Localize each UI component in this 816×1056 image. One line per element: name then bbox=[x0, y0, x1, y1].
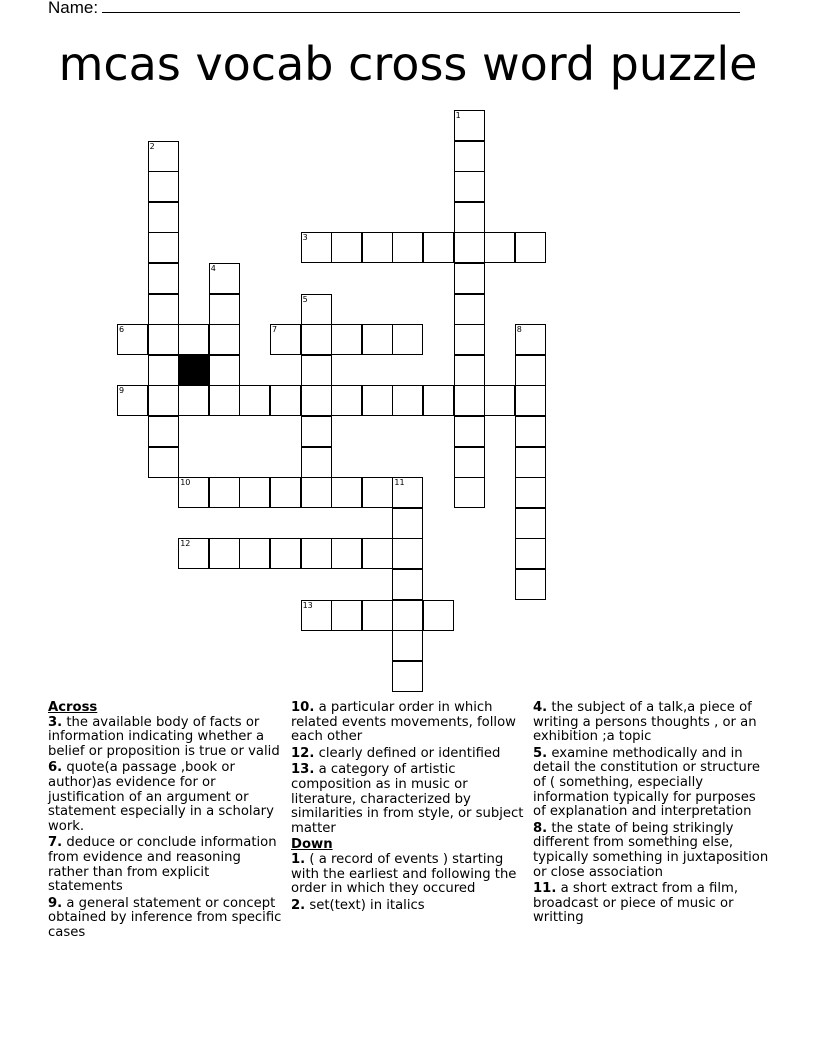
clue-number: 8 bbox=[516, 325, 522, 335]
grid-cell[interactable] bbox=[392, 661, 423, 692]
clues-column-3 bbox=[533, 701, 769, 928]
clue-across-7: 7. deduce or conclude information from evidence and reasoning rather than from explicit statements bbox=[48, 835, 277, 895]
grid-cell[interactable] bbox=[515, 355, 546, 386]
grid-cell[interactable] bbox=[178, 324, 209, 355]
grid-cell[interactable] bbox=[148, 141, 179, 172]
clue-number: 3 bbox=[302, 233, 308, 243]
clue-number: 11 bbox=[394, 478, 405, 488]
clue-across-9: 9. a general statement or concept obtained by inference from specific cases bbox=[48, 895, 282, 940]
grid-cell[interactable] bbox=[515, 569, 546, 600]
grid-cell[interactable] bbox=[331, 600, 362, 631]
grid-cell[interactable] bbox=[423, 232, 454, 263]
grid-cell[interactable] bbox=[331, 538, 362, 569]
grid-cell[interactable] bbox=[392, 630, 423, 661]
grid-cell[interactable] bbox=[148, 232, 179, 263]
grid-cell[interactable] bbox=[178, 477, 209, 508]
grid-cell[interactable] bbox=[301, 600, 332, 631]
grid-cell[interactable] bbox=[392, 538, 423, 569]
grid-cell[interactable] bbox=[362, 477, 393, 508]
grid-cell[interactable] bbox=[454, 477, 485, 508]
grid-cell[interactable] bbox=[148, 202, 179, 233]
grid-cell[interactable] bbox=[148, 416, 179, 447]
grid-cell[interactable] bbox=[148, 263, 179, 294]
grid-cell[interactable] bbox=[515, 477, 546, 508]
grid-cell[interactable] bbox=[515, 232, 546, 263]
grid-cell[interactable] bbox=[331, 385, 362, 416]
grid-cell[interactable] bbox=[362, 385, 393, 416]
clue-number: 4 bbox=[210, 264, 216, 273]
clue-down-5: 5. examine methodically and in detail the constitution or structure of ( something, especially information typically for purposes of explanation and interpretation bbox=[533, 745, 760, 820]
grid-cell[interactable] bbox=[331, 477, 362, 508]
down-heading: Down bbox=[291, 837, 333, 853]
clue-number: 10 bbox=[180, 478, 191, 488]
clue-down-8: 8. the state of being strikingly different from something else, typically something in juxtaposition or close association bbox=[533, 820, 769, 880]
clue-number: 7 bbox=[272, 325, 278, 335]
grid-cell[interactable] bbox=[392, 477, 423, 508]
clue-number: 13 bbox=[302, 600, 313, 610]
across-heading: Across bbox=[48, 700, 98, 715]
grid-cell[interactable] bbox=[301, 447, 332, 478]
grid-cell[interactable] bbox=[515, 416, 546, 447]
clues-column-1 bbox=[48, 701, 282, 943]
grid-cell[interactable] bbox=[178, 538, 209, 569]
grid-cell[interactable] bbox=[454, 263, 485, 294]
grid-cell[interactable] bbox=[148, 385, 179, 416]
grid-cell[interactable] bbox=[209, 324, 240, 355]
grid-cell[interactable] bbox=[239, 477, 270, 508]
page-title: mcas vocab cross word puzzle bbox=[58, 37, 758, 91]
grid-cell[interactable] bbox=[454, 232, 485, 263]
grid-cell[interactable] bbox=[515, 538, 546, 569]
clues-column-2 bbox=[291, 701, 525, 915]
grid-cell[interactable] bbox=[209, 355, 240, 386]
grid-cell[interactable] bbox=[454, 141, 485, 172]
clue-across-6: 6. quote(a passage ,book or author)as evidence for or justification of an argument or statement especially in a scholary work. bbox=[48, 760, 274, 834]
grid-cell[interactable] bbox=[454, 171, 485, 202]
grid-cell[interactable] bbox=[454, 416, 485, 447]
grid-cell[interactable] bbox=[239, 538, 270, 569]
grid-cell[interactable] bbox=[301, 355, 332, 386]
grid-cell[interactable] bbox=[362, 538, 393, 569]
clue-number: 2 bbox=[149, 141, 155, 151]
grid-cell[interactable] bbox=[515, 447, 546, 478]
black-square bbox=[178, 355, 209, 386]
grid-cell[interactable] bbox=[148, 447, 179, 478]
clue-number: 1 bbox=[455, 111, 461, 120]
grid-cell[interactable] bbox=[270, 324, 301, 355]
grid-cell[interactable] bbox=[454, 447, 485, 478]
grid-cell[interactable] bbox=[392, 600, 423, 631]
grid-cell[interactable] bbox=[392, 324, 423, 355]
grid-cell[interactable] bbox=[148, 355, 179, 386]
name-label: Name: bbox=[48, 0, 99, 17]
grid-cell[interactable] bbox=[209, 538, 240, 569]
grid-cell[interactable] bbox=[301, 385, 332, 416]
clue-number: 12 bbox=[180, 539, 191, 549]
grid-cell[interactable] bbox=[454, 324, 485, 355]
grid-cell[interactable] bbox=[484, 232, 515, 263]
grid-cell[interactable] bbox=[301, 538, 332, 569]
grid-cell[interactable] bbox=[515, 324, 546, 355]
clue-across-10: 10. a particular order in which related events movements, follow each other bbox=[291, 700, 516, 745]
grid-cell[interactable] bbox=[117, 324, 148, 355]
grid-cell[interactable] bbox=[209, 263, 240, 294]
grid-cell[interactable] bbox=[117, 385, 148, 416]
grid-cell[interactable] bbox=[484, 385, 515, 416]
grid-cell[interactable] bbox=[301, 416, 332, 447]
grid-cell[interactable] bbox=[454, 355, 485, 386]
clue-across-12: 12. clearly defined or identified bbox=[291, 745, 501, 761]
grid-cell[interactable] bbox=[209, 477, 240, 508]
clue-across-13: 13. a category of artistic composition as in music or literature, characterized by similarities in from style, or subject matter bbox=[291, 762, 524, 836]
clue-number: 6 bbox=[119, 325, 125, 335]
grid-cell[interactable] bbox=[454, 110, 485, 141]
grid-cell[interactable] bbox=[270, 477, 301, 508]
grid-cell[interactable] bbox=[362, 324, 393, 355]
grid-cell[interactable] bbox=[392, 569, 423, 600]
grid-cell[interactable] bbox=[239, 385, 270, 416]
grid-cell[interactable] bbox=[148, 294, 179, 325]
grid-cell[interactable] bbox=[362, 600, 393, 631]
clue-down-4: 4. the subject of a talk,a piece of writing a persons thoughts , or an exhibition ;a topic bbox=[533, 700, 757, 745]
grid-cell[interactable] bbox=[301, 477, 332, 508]
grid-cell[interactable] bbox=[209, 385, 240, 416]
grid-cell[interactable] bbox=[331, 324, 362, 355]
grid-cell[interactable] bbox=[301, 294, 332, 325]
clue-number: 9 bbox=[119, 386, 125, 396]
clue-down-2: 2. set(text) in italics bbox=[291, 897, 425, 913]
grid-cell[interactable] bbox=[148, 324, 179, 355]
grid-cell[interactable] bbox=[454, 294, 485, 325]
grid-cell[interactable] bbox=[270, 538, 301, 569]
grid-cell[interactable] bbox=[392, 508, 423, 539]
grid-cell[interactable] bbox=[209, 294, 240, 325]
grid-cell[interactable] bbox=[392, 232, 423, 263]
grid-cell[interactable] bbox=[270, 385, 301, 416]
grid-cell[interactable] bbox=[454, 202, 485, 233]
grid-cell[interactable] bbox=[392, 385, 423, 416]
grid-cell[interactable] bbox=[178, 385, 209, 416]
grid-cell[interactable] bbox=[423, 385, 454, 416]
grid-cell[interactable] bbox=[148, 171, 179, 202]
clue-down-1: 1. ( a record of events ) starting with the earliest and following the order in which they occured bbox=[291, 851, 517, 897]
grid-cell[interactable] bbox=[454, 385, 485, 416]
grid-cell[interactable] bbox=[301, 232, 332, 263]
grid-cell[interactable] bbox=[362, 232, 393, 263]
grid-cell[interactable] bbox=[423, 600, 454, 631]
clue-across-3: 3. the available body of facts or information indicating whether a belief or proposition is true or valid bbox=[48, 714, 280, 759]
grid-cell[interactable] bbox=[331, 232, 362, 263]
clue-number: 5 bbox=[302, 294, 308, 304]
grid-cell[interactable] bbox=[515, 508, 546, 539]
grid-cell[interactable] bbox=[515, 385, 546, 416]
clue-down-11: 11. a short extract from a film, broadcast or piece of music or writting bbox=[533, 881, 739, 926]
grid-cell[interactable] bbox=[301, 324, 332, 355]
